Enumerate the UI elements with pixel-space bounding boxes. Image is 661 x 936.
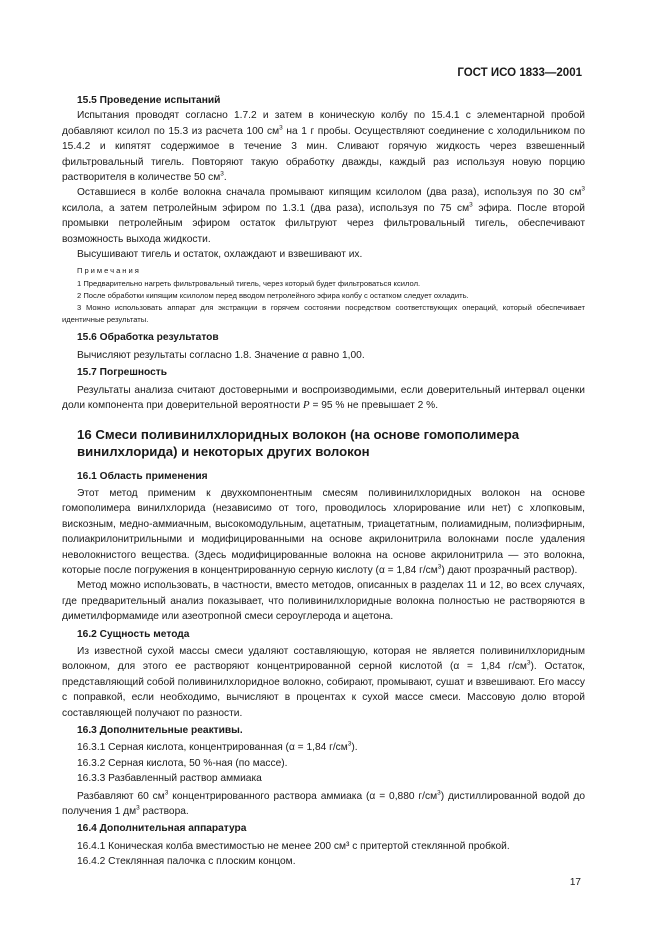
section-16-2-paragraph: Из известной сухой массы смеси удаляют составляющую, которая не является поливинилхлоридным волокном, для этого ее растворяют концентрированной серной кислотой (α = 1,84 $г/см^3$). Остаток, представляющий собой поливинилхлоридное волокно, собирают, промывают, сушат и взвешивают. Его массу с поправкой, если необходимо, вычисляют в процентах к сухой массе смеси. Массовую долю второй составляющей получают по разности. — [62, 645, 585, 719]
section-15-6-title: 15.6 Обработка результатов — [77, 332, 219, 344]
standard-header: ГОСТ ИСО 1833—2001 — [457, 67, 582, 79]
item-16-3-3: 16.3.3 Разбавленный раствор аммиака — [77, 773, 262, 785]
note-2: 2 После обработки кипящим ксилолом перед вводом петролейного эфира колбу с остатком следует охладить. — [77, 290, 469, 300]
section-16-2-title: 16.2 Сущность метода — [77, 628, 190, 640]
section-15-5-title: 15.5 Проведение испытаний — [77, 95, 221, 106]
notes-heading: Примечания — [77, 266, 141, 276]
item-16-4-2: 16.4.2 Стеклянная палочка с плоским концом. — [77, 856, 296, 868]
section-16-3-paragraph: Разбавляют 60 $см^3$ концентрированного раствора аммиака (α = 0,880 $г/см^3$) дистиллированной водой до получения 1 $дм^3$ раствора. — [62, 789, 585, 818]
page-content — [62, 93, 585, 870]
item-16-3-2: 16.3.2 Серная кислота, 50 %-ная (по массе). — [77, 757, 288, 769]
section-16-4-title: 16.4 Дополнительная аппаратура — [77, 823, 247, 835]
section-16-1-paragraph-2: Метод можно использовать, в частности, вместо методов, описанных в разделах 11 и 12, во всех случаях, где предварительный анализ показывает, что поливинилхлоридные волокна полностью не растворяются в диметилформамиде или азеотропной смеси сероуглерода и ацетона. — [62, 580, 585, 623]
section-15-5-paragraph-2: Оставшиеся в колбе волокна сначала промывают кипящим ксилолом (два раза), используя по 30 $см^3$ ксилола, а затем петролейным эфиром по 1.3.1 (два раза), используя по 75 $см^3$ эфира. После второй промывки петролейным эфиром остаток фильтруют через фильтровальный тигель, обеспечивают возможность выхода жидкости. — [62, 186, 585, 245]
section-15-5-paragraph-1: Испытания проводят согласно 1.7.2 и затем в коническую колбу по 15.4.1 с элементарной пробой добавляют ксилол по 15.3 из расчета 100 $см^3$ на 1 г пробы. Осуществляют соединение с холодильником по 15.4.2 и кипятят содержимое в течение 3 мин. Сливают горячую жидкость через взвешенный фильтровальный тигель. Повторяют такую обработку дважды, каждый раз используя новую порцию растворителя в количестве 50 $см^3$. — [62, 110, 585, 184]
section-16-1-title: 16.1 Область применения — [77, 470, 208, 482]
section-16-title-line-1: 16 Смеси поливинилхлоридных волокон (на основе гомополимера — [77, 426, 520, 442]
section-16-title-line-2: винилхлорида) и некоторых других волокон — [77, 444, 370, 460]
section-16-3-title: 16.3 Дополнительные реактивы. — [77, 725, 243, 737]
section-15-6-text: Вычисляют результаты согласно 1.8. Значение α равно 1,00. — [77, 349, 365, 361]
note-3: 3 Можно использовать аппарат для экстракции в горячем состоянии посредством соответствующих операций, который обеспечивает идентичные результаты. — [62, 303, 585, 325]
section-16-1-paragraph-1: Этот метод применим к двухкомпонентным смесям поливинилхлоридных волокон на основе гомополимера винилхлорида (независимо от того, проводилось хлорирование или нет) с хлопковым, вискозным, медно-аммиачным, высокомодульным, ацетатным, триацетатным, полиамидным, полиэфирным, полиакрилонитрильными и модифицированными на основе акрилонитрила волокнами после удаления неволокнистого вещества. (Здесь модифицированные волокна на основе акрилонитрила — это волокна, которые после погружения в концентрированную серную кислоту (α = 1,84 $г/см^3$) дают прозрачный раствор). — [62, 487, 585, 576]
item-16-3-1: 16.3.1 Серная кислота, концентрированная (α = 1,84 $г/см^3$). — [77, 741, 358, 754]
page-number: 17 — [569, 877, 581, 888]
section-15-7-title: 15.7 Погрешность — [77, 367, 167, 379]
note-1: 1 Предварительно нагреть фильтровальный тигель, через который будет фильтроваться ксилол. — [77, 278, 421, 288]
section-15-7-text: Результаты анализа считают достоверными и воспроизводимыми, если доверительный интервал оценки доли компонента при доверительной вероятности P = 95 % не превышает 2 %. — [62, 384, 585, 412]
item-16-4-1: 16.4.1 Коническая колба вместимостью не менее 200 см³ с притертой стеклянной пробкой. — [77, 840, 510, 852]
section-15-5-paragraph-3: Высушивают тигель и остаток, охлаждают и взвешивают их. — [77, 249, 363, 261]
